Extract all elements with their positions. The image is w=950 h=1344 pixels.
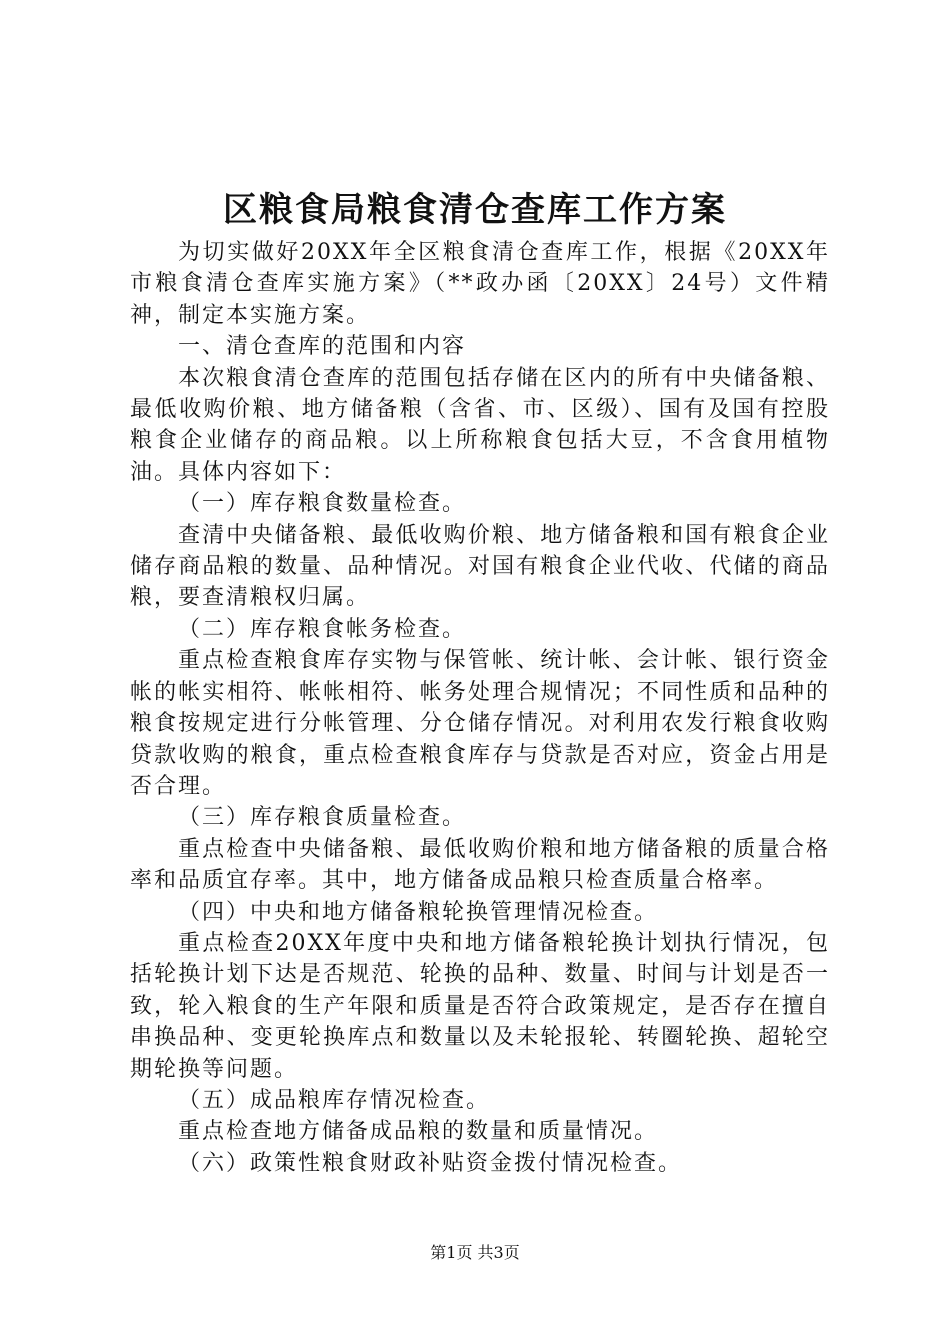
paragraph-rotation-check: 重点检查20XX年度中央和地方储备粮轮换计划执行情况，包括轮换计划下达是否规范、轮换的品种、数量、时间与计划是否一致，轮入粮食的生产年限和质量是否符合政策规定，是否存在擅自串换品种、变更轮换库点和数量以及未轮报轮、转圈轮换、超轮空期轮换等问题。 (130, 930, 830, 1082)
subheading-subsidy-check: （六）政策性粮食财政补贴资金拨付情况检查。 (178, 1150, 683, 1176)
document-title: 区粮食局粮食清仓查库工作方案 (223, 190, 727, 230)
subheading-quality-check: （三）库存粮食质量检查。 (178, 805, 467, 831)
subheading-accounts-check: （二）库存粮食帐务检查。 (178, 616, 467, 642)
paragraph-scope: 本次粮食清仓查库的范围包括存储在区内的所有中央储备粮、最低收购价粮、地方储备粮（含省、市、区级）、国有及国有控股粮食企业储存的商品粮。以上所称粮食包括大豆，不含食用植物油。具体内容如下： (130, 365, 830, 485)
page-number-footer: 第1页 共3页 (430, 1243, 520, 1262)
paragraph-quality-check: 重点检查中央储备粮、最低收购价粮和地方储备粮的质量合格率和品质宜存率。其中，地方储备成品粮只检查质量合格率。 (130, 836, 830, 894)
section-heading-scope: 一、清仓查库的范围和内容 (178, 334, 467, 360)
paragraph-quantity-check: 查清中央储备粮、最低收购价粮、地方储备粮和国有粮食企业储存商品粮的数量、品种情况。对国有粮食企业代收、代储的商品粮，要查清粮权归属。 (130, 522, 830, 611)
subheading-rotation-check: （四）中央和地方储备粮轮换管理情况检查。 (178, 899, 659, 925)
paragraph-finished-grain-check: 重点检查地方储备成品粮的数量和质量情况。 (178, 1119, 659, 1145)
paragraph-intro: 为切实做好20XX年全区粮食清仓查库工作，根据《20XX年市粮食清仓查库实施方案》（**政办函〔20XX〕24号）文件精神，制定本实施方案。 (130, 240, 830, 328)
paragraph-accounts-check: 重点检查粮食库存实物与保管帐、统计帐、会计帐、银行资金帐的帐实相符、帐帐相符、帐务处理合规情况；不同性质和品种的粮食按规定进行分帐管理、分仓储存情况。对利用农发行粮食收购贷款收购的粮食，重点检查粮食库存与贷款是否对应，资金占用是否合理。 (130, 648, 830, 799)
subheading-finished-grain-check: （五）成品粮库存情况检查。 (178, 1087, 491, 1113)
document-body (130, 237, 830, 1179)
subheading-quantity-check: （一）库存粮食数量检查。 (178, 491, 467, 517)
